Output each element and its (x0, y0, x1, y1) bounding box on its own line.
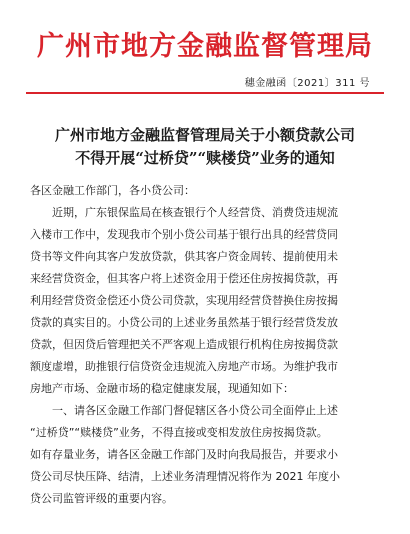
agency-header: 广州市地方金融监督管理局 (37, 31, 373, 62)
body-line: 贷书等文件向其客户发放贷款，供其客户资金周转、提前使用未 (30, 250, 338, 263)
body-line: 利用经营贷资金偿还小贷公司贷款，实现用经营贷替换住房按揭 (30, 294, 338, 307)
body-line: 房地产市场、金融市场的稳定健康发展，现通知如下： (30, 382, 294, 395)
body-line: “过桥贷”“赎楼贷”业务，不得直接或变相发放住房按揭贷款。 (30, 426, 328, 439)
body-line: 贷款的真实目的。小贷公司的上述业务虽然基于银行经营贷发放 (30, 316, 338, 329)
body-line: 如有存量业务，请各区金融工作部门及时向我局报告，并要求小 (30, 448, 338, 461)
red-divider-line (26, 92, 384, 94)
body-line: 贷公司尽快压降、结清，上述业务清理情况将作为 2021 年度小 (30, 470, 340, 483)
body-line: 一、请各区金融工作部门督促辖区各小贷公司全面停止上述 (52, 404, 338, 417)
document-body (30, 180, 375, 510)
title-line-1: 广州市地方金融监督管理局关于小额贷款公司 (54, 126, 355, 144)
body-line: 额度虚增，助推银行信贷资金违规流入房地产市场。为维护我市 (30, 360, 338, 373)
salutation: 各区金融工作部门，各小贷公司： (30, 184, 195, 197)
title-line-2: 不得开展“过桥贷”“赎楼贷”业务的通知 (75, 149, 335, 167)
body-line: 来经营贷资金，但其客户将上述资金用于偿还住房按揭贷款，再 (30, 272, 338, 285)
body-line: 贷公司监管评级的重要内容。 (30, 492, 173, 505)
document-title (20, 124, 390, 170)
document-number: 穗金融函〔2021〕311 号 (244, 78, 370, 89)
body-line: 入楼市工作中，发现我市个别小贷公司基于银行出具的经营贷同 (30, 228, 338, 241)
body-line: 近期，广东银保监局在核查银行个人经营贷、消费贷违规流 (52, 206, 338, 219)
body-line: 贷款，但因贷后管理把关不严客观上造成银行机构住房按揭贷款 (30, 338, 338, 351)
